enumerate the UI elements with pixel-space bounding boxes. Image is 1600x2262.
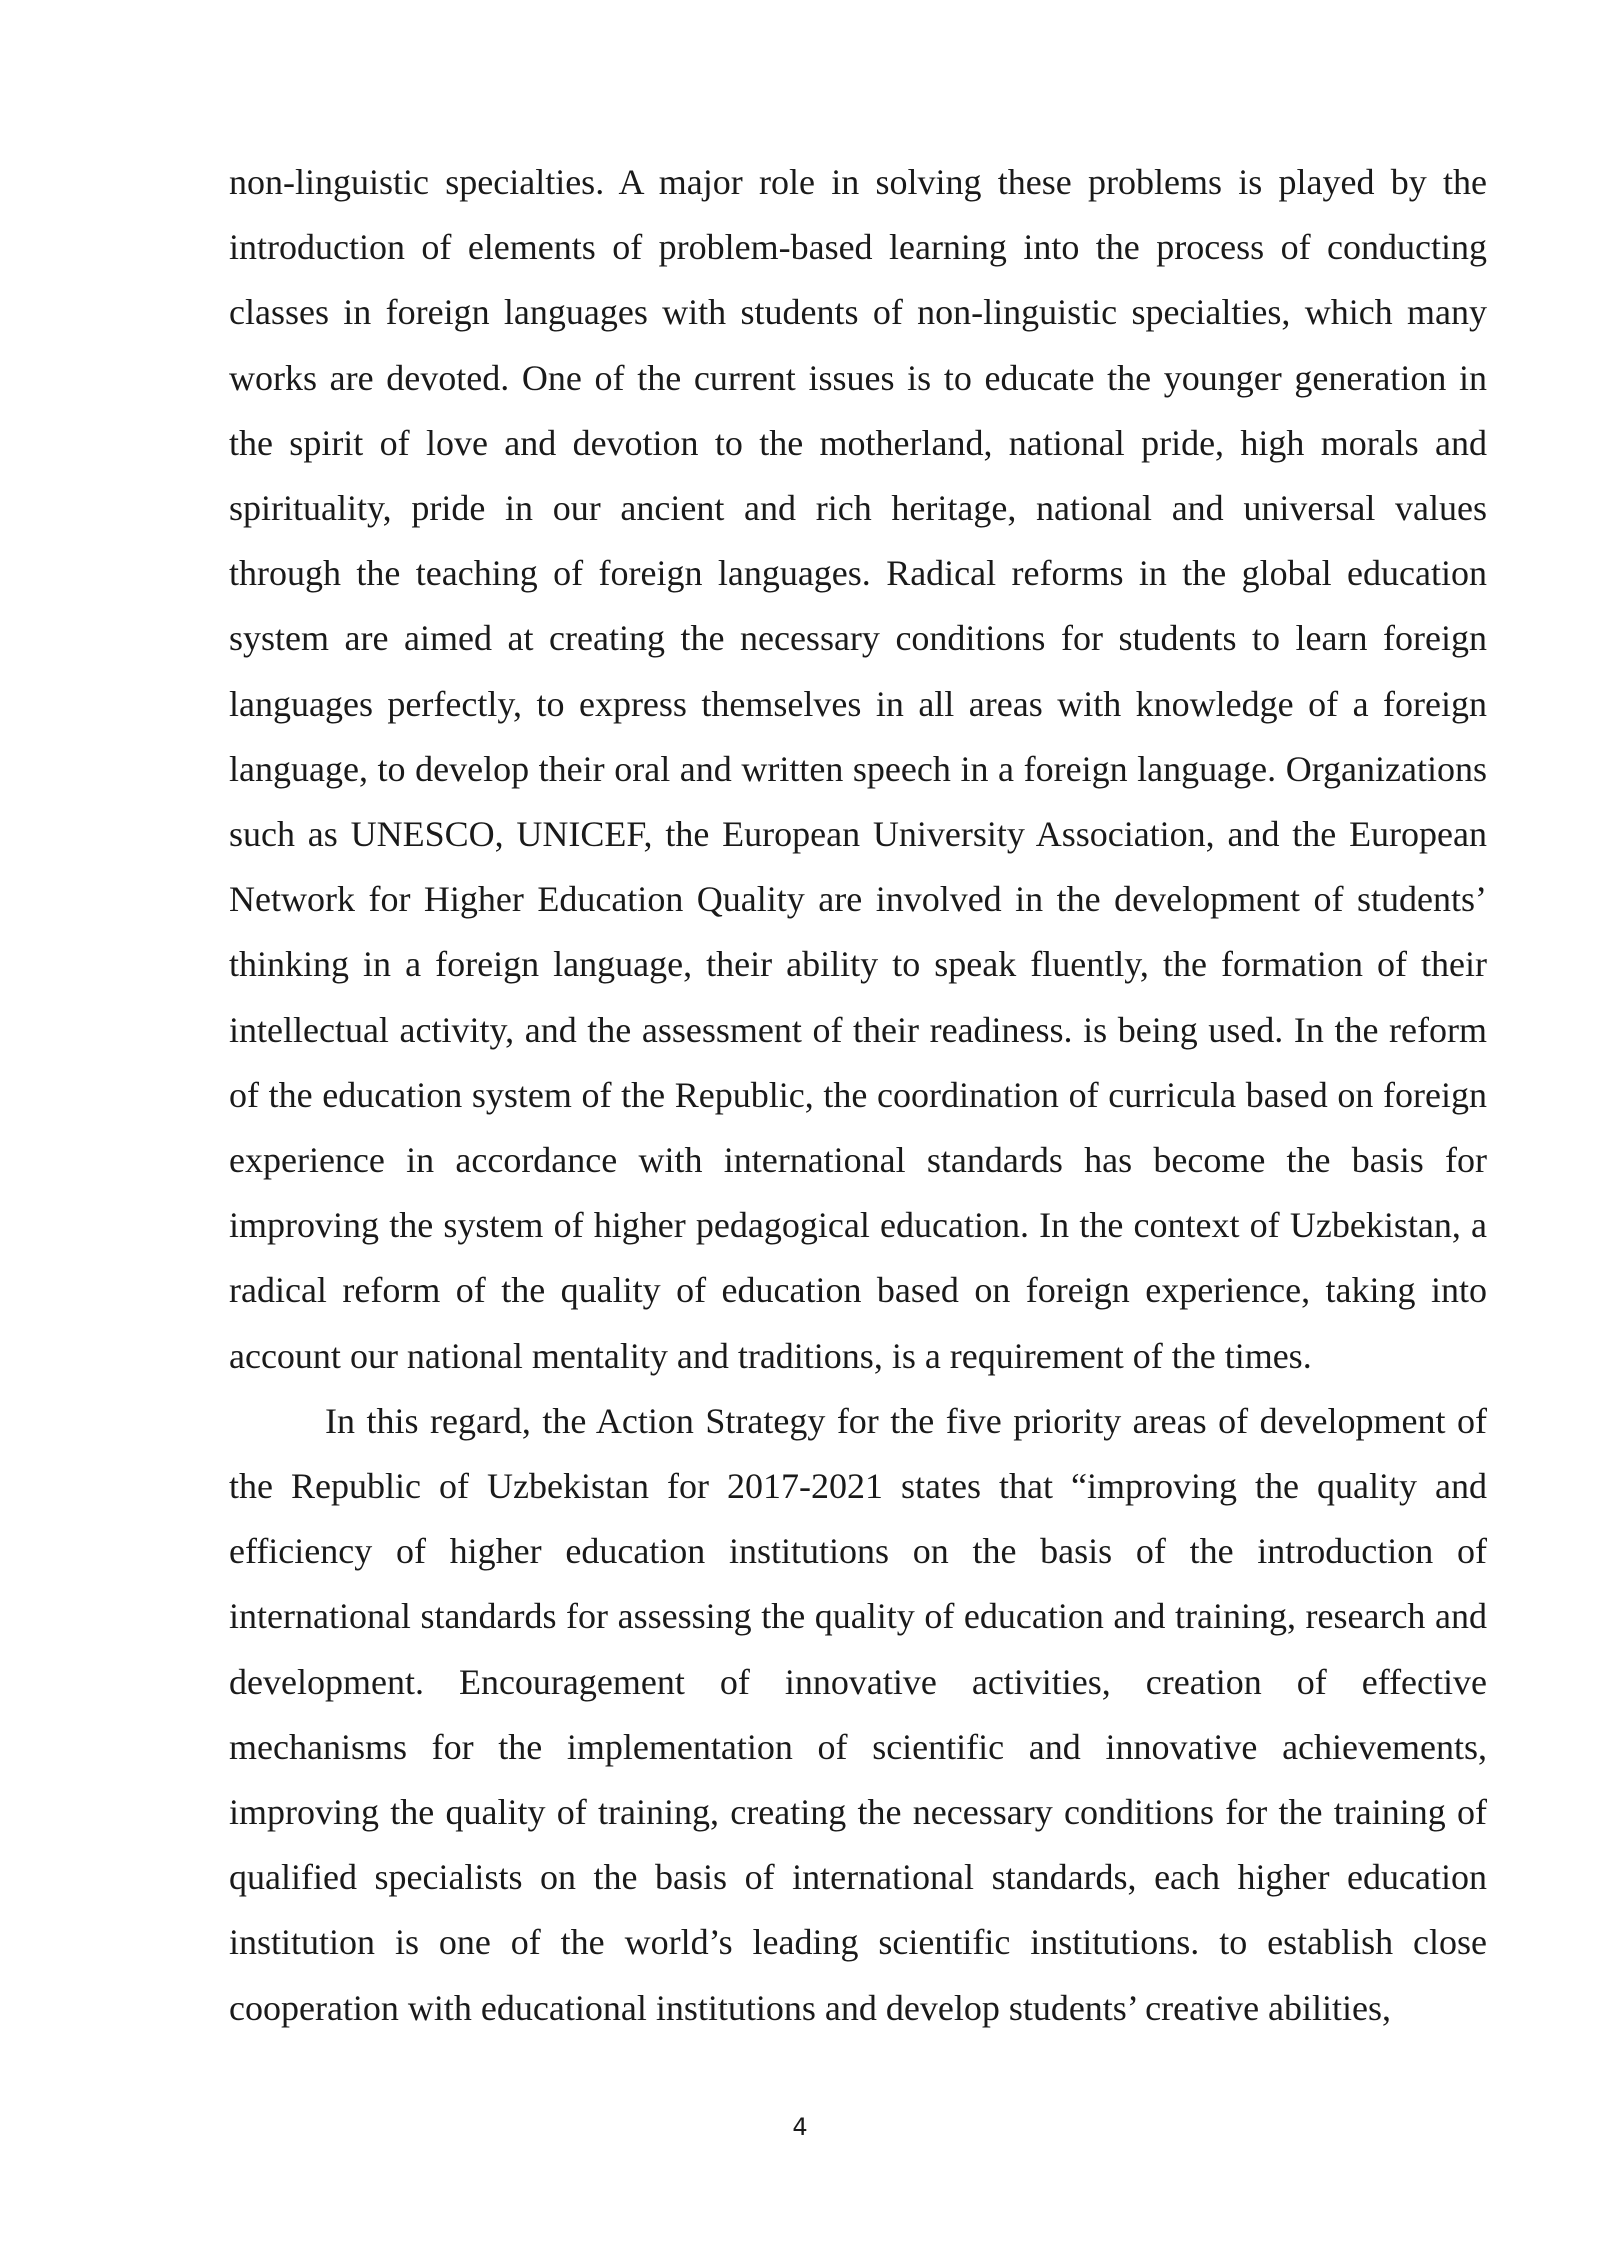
page-number: 4 [792, 2113, 808, 2141]
paragraph: non-linguistic specialties. A major role in solving these problems is played by the introduction of elements of problem-based learning into the process of conducting classes in foreign languages with students of non-linguistic specialties, which many works are devoted. One of the current issues is to educate the younger generation in the spirit of love and devotion to the motherland, national pride, high morals and spirituality, pride in our ancient and rich heritage, national and universal values through the teaching of foreign languages. Radical reforms in the global education system are aimed at creating the necessary conditions for students to learn foreign languages perfectly, to express themselves in all areas with knowledge of a foreign language, to develop their oral and written speech in a foreign language. Organizations such as UNESCO, UNICEF, the European University Association, and the European Network for Higher Education Quality are involved in the development of students’ thinking in a foreign language, their ability to speak fluently, the formation of their intellectual activity, and the assessment of their readiness. is being used. In the reform of the education system of the Republic, the coordination of curricula based on foreign experience in accordance with international standards has become the basis for improving the system of higher pedagogical education. In the context of Uzbekistan, a radical reform of the quality of education based on foreign experience, taking into account our national mentality and traditions, is a requirement of the times. [229, 162, 1487, 1376]
paragraph: In this regard, the Action Strategy for the five priority areas of development of the Republic of Uzbekistan for 2017-2021 states that “improving the quality and efficiency of higher education institutions on the basis of the introduction of international standards for assessing the quality of education and training, research and development. Encouragement of innovative activities, creation of effective mechanisms for the implementation of scientific and innovative achievements, improving the quality of training, creating the necessary conditions for the training of qualified specialists on the basis of international standards, each higher education institution is one of the world’s leading scientific institutions. to establish close cooperation with educational institutions and develop students’ creative abilities, [229, 1400, 1487, 2028]
body-text [229, 150, 1487, 2041]
